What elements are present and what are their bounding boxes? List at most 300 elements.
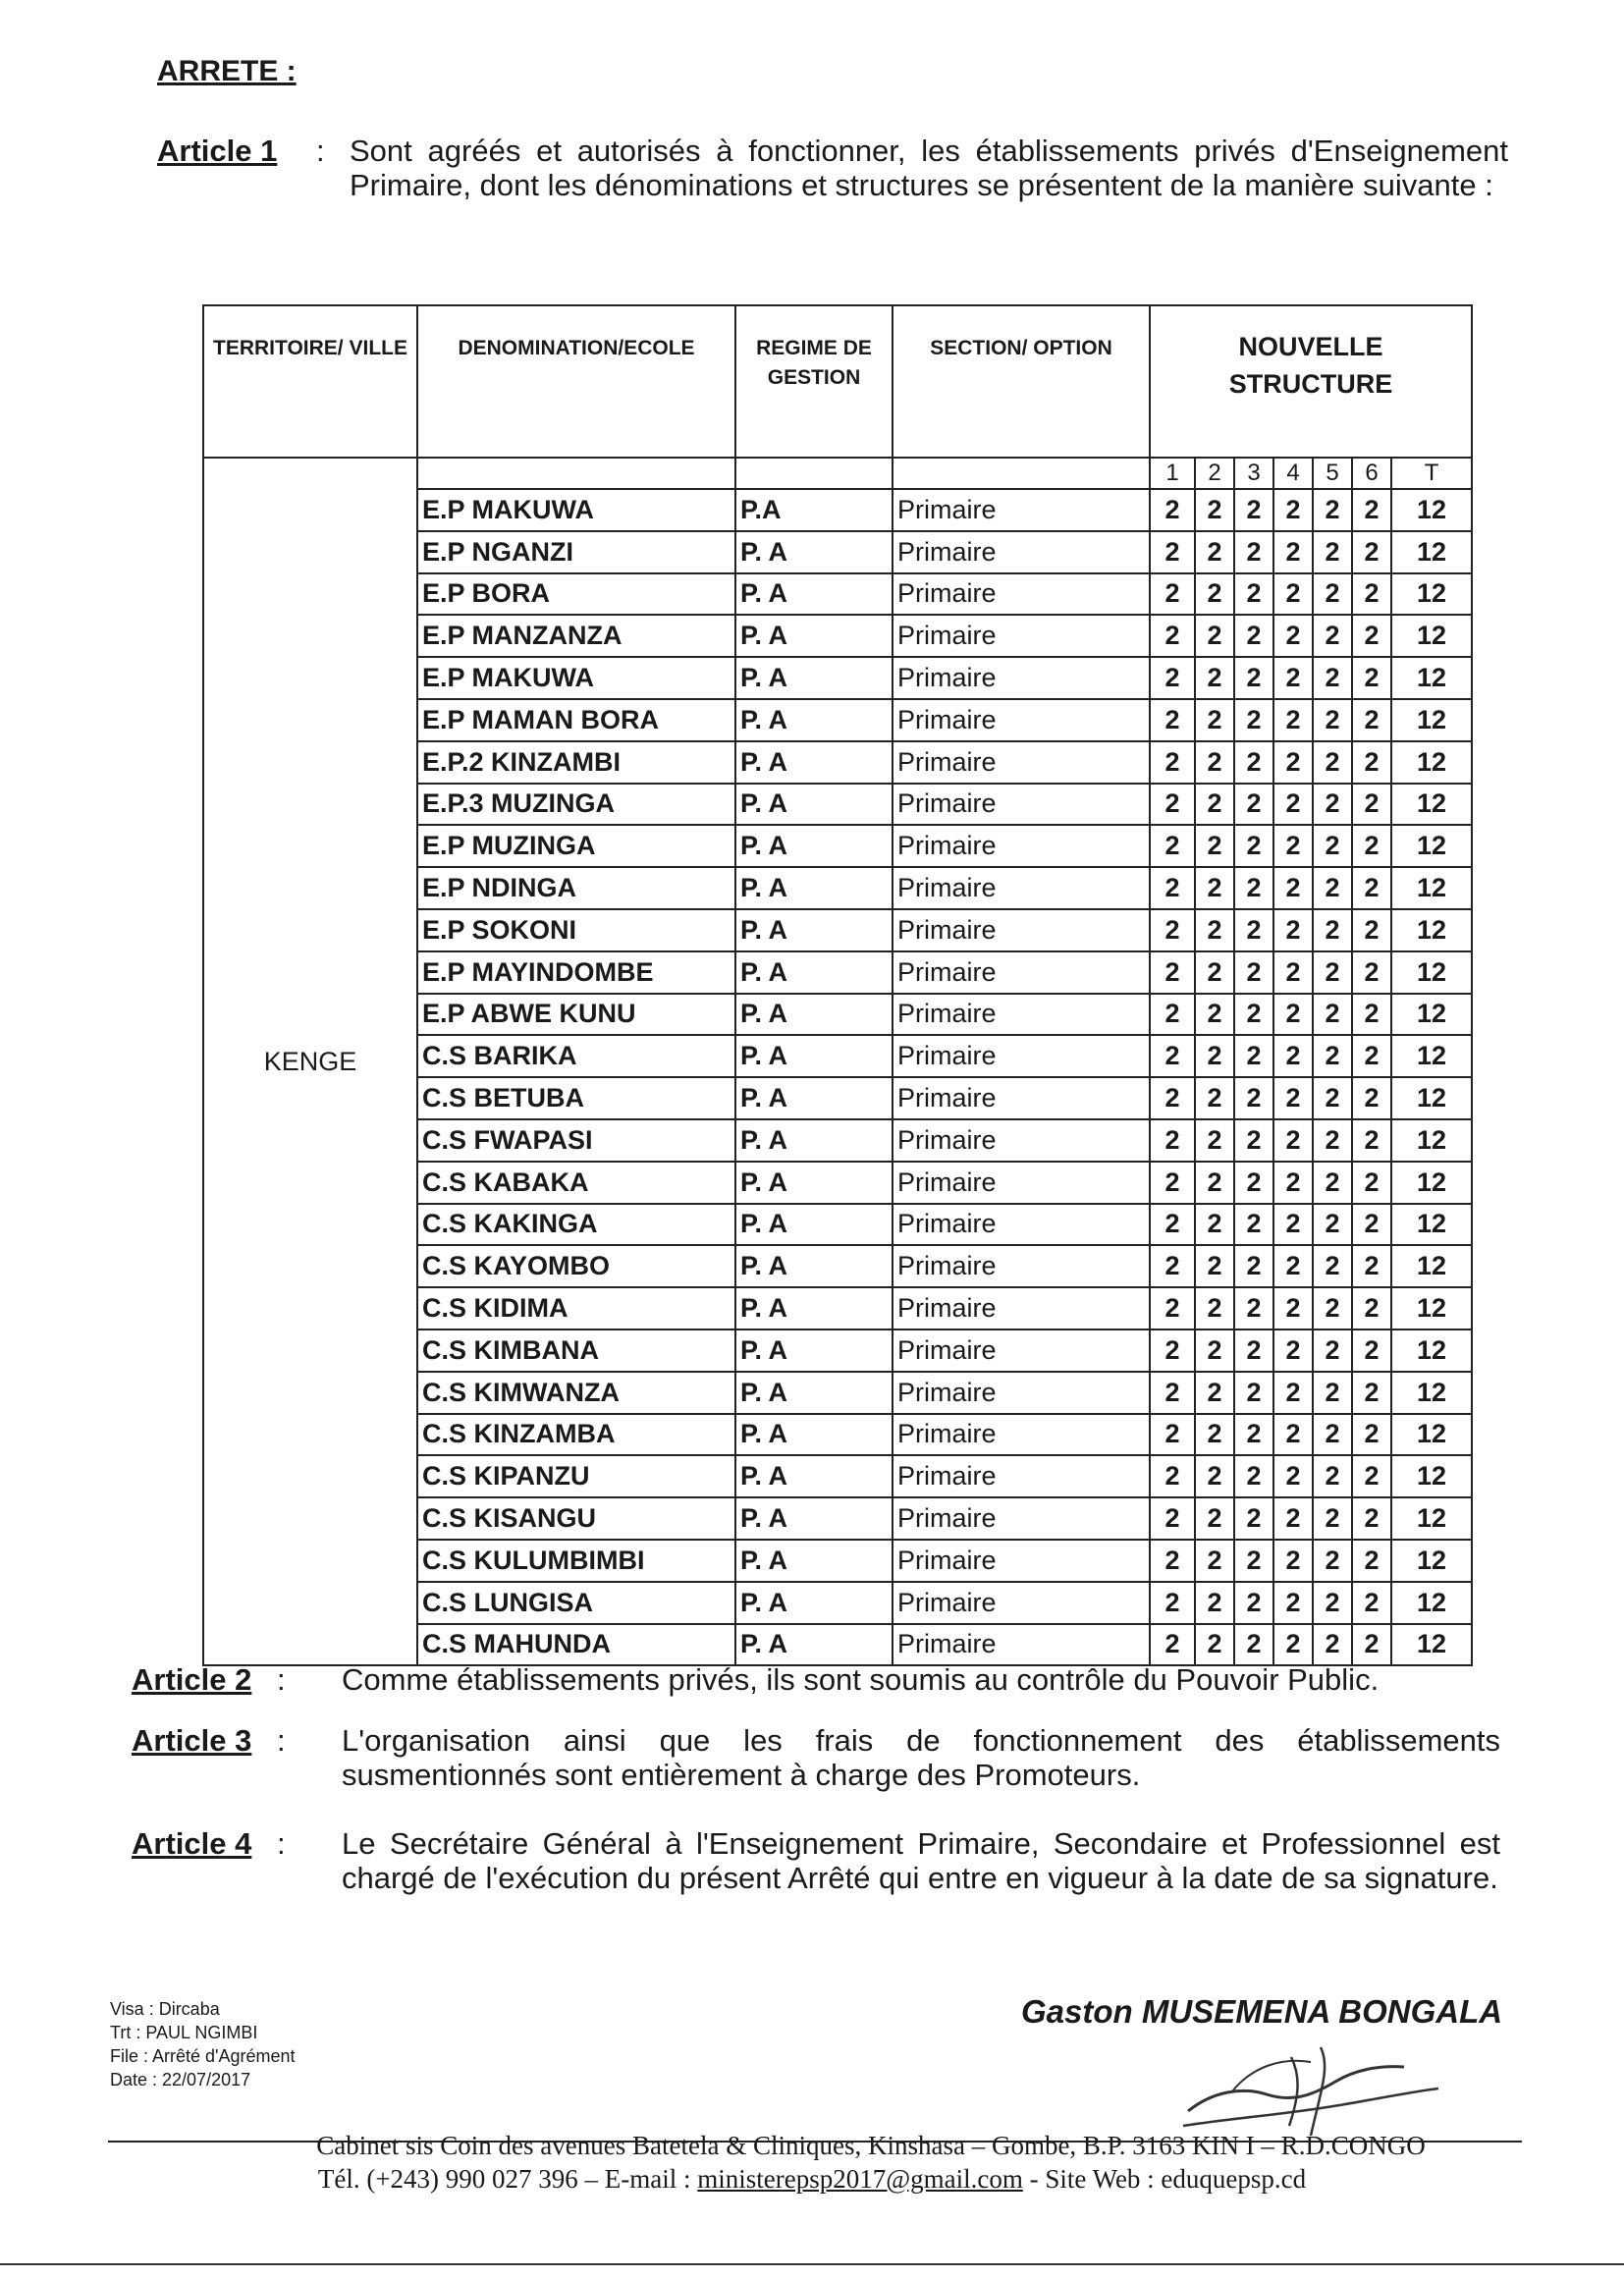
school-name-cell: C.S FWAPASI [417, 1119, 735, 1162]
total-cell: 12 [1391, 489, 1472, 531]
level-cell: 2 [1352, 1372, 1391, 1414]
section-cell: Primaire [893, 699, 1150, 741]
school-name-cell: C.S KAYOMBO [417, 1245, 735, 1287]
meta-trt: Trt : PAUL NGIMBI [110, 2023, 258, 2042]
school-name-cell: C.S MAHUNDA [417, 1624, 735, 1666]
section-cell: Primaire [893, 994, 1150, 1036]
total-cell: 12 [1391, 1204, 1472, 1246]
level-cell: 2 [1195, 994, 1234, 1036]
article-3 [132, 1723, 1506, 1802]
level-cell: 2 [1234, 489, 1273, 531]
total-cell: 12 [1391, 1162, 1472, 1204]
level-cell: 2 [1273, 1582, 1313, 1624]
level-cell: 2 [1195, 1245, 1234, 1287]
level-cell: 2 [1313, 657, 1352, 699]
level-cell: 2 [1313, 1287, 1352, 1329]
level-cell: 2 [1352, 784, 1391, 826]
footer-email-link[interactable]: ministerepsp2017@gmail.com [697, 2164, 1023, 2194]
level-cell: 2 [1234, 1582, 1273, 1624]
level-cell: 2 [1234, 657, 1273, 699]
level-cell: 2 [1273, 573, 1313, 616]
section-cell: Primaire [893, 1455, 1150, 1497]
level-header-6: 6 [1352, 458, 1391, 489]
level-cell: 2 [1234, 531, 1273, 573]
regime-cell: P. A [735, 1414, 893, 1456]
total-cell: 12 [1391, 573, 1472, 616]
level-cell: 2 [1234, 1077, 1273, 1119]
total-cell: 12 [1391, 1372, 1472, 1414]
level-cell: 2 [1273, 1077, 1313, 1119]
total-cell: 12 [1391, 741, 1472, 784]
section-cell: Primaire [893, 825, 1150, 867]
decree-heading: ARRETE : [157, 55, 297, 87]
level-cell: 2 [1150, 699, 1195, 741]
level-cell: 2 [1313, 825, 1352, 867]
level-cell: 2 [1195, 1582, 1234, 1624]
level-cell: 2 [1234, 1540, 1273, 1582]
footer-site: - Site Web : eduquepsp.cd [1029, 2164, 1307, 2194]
level-cell: 2 [1313, 867, 1352, 909]
level-cell: 2 [1234, 1204, 1273, 1246]
section-cell: Primaire [893, 951, 1150, 994]
section-cell: Primaire [893, 1035, 1150, 1077]
school-name-cell: C.S KAKINGA [417, 1204, 735, 1246]
total-cell: 12 [1391, 657, 1472, 699]
level-cell: 2 [1273, 784, 1313, 826]
section-cell: Primaire [893, 867, 1150, 909]
level-cell: 2 [1150, 615, 1195, 657]
section-cell: Primaire [893, 1287, 1150, 1329]
level-cell: 2 [1234, 1035, 1273, 1077]
regime-cell: P. A [735, 1245, 893, 1287]
level-cell: 2 [1313, 615, 1352, 657]
level-cell: 2 [1273, 489, 1313, 531]
footer-address-line: Cabinet sis Coin des avenues Batetela & Cliniques, Kinshasa – Gombe, B.P. 3163 KIN I – R.D.CONGO [316, 2131, 1426, 2160]
level-cell: 2 [1352, 489, 1391, 531]
level-cell: 2 [1234, 1414, 1273, 1456]
level-cell: 2 [1150, 867, 1195, 909]
level-cell: 2 [1273, 1329, 1313, 1372]
level-cell: 2 [1313, 1624, 1352, 1666]
article-1-colon: : [316, 134, 325, 168]
level-cell: 2 [1273, 657, 1313, 699]
level-cell: 2 [1313, 1077, 1352, 1119]
level-cell: 2 [1150, 1245, 1195, 1287]
article-4 [132, 1826, 1506, 1944]
level-header-2: 2 [1195, 458, 1234, 489]
school-name-cell: C.S BARIKA [417, 1035, 735, 1077]
level-cell: 2 [1313, 784, 1352, 826]
article-1 [157, 134, 1512, 251]
level-cell: 2 [1195, 1204, 1234, 1246]
level-cell: 2 [1273, 1540, 1313, 1582]
school-name-cell: E.P MUZINGA [417, 825, 735, 867]
level-cell: 2 [1234, 1372, 1273, 1414]
level-cell: 2 [1273, 1372, 1313, 1414]
level-cell: 2 [1195, 615, 1234, 657]
level-cell: 2 [1313, 699, 1352, 741]
school-name-cell: E.P MANZANZA [417, 615, 735, 657]
level-cell: 2 [1234, 909, 1273, 951]
regime-cell: P. A [735, 573, 893, 616]
level-cell: 2 [1352, 867, 1391, 909]
article-2 [132, 1662, 1506, 1702]
levels-header-row [203, 458, 1472, 489]
header-regime: REGIME DE GESTION [735, 305, 893, 458]
section-cell: Primaire [893, 531, 1150, 573]
total-cell: 12 [1391, 1414, 1472, 1456]
territory-cell: KENGE [203, 458, 417, 1665]
total-cell: 12 [1391, 699, 1472, 741]
school-name-cell: E.P NDINGA [417, 867, 735, 909]
article-4-colon: : [277, 1826, 286, 1861]
level-cell: 2 [1234, 741, 1273, 784]
school-name-cell: E.P.3 MUZINGA [417, 784, 735, 826]
level-cell: 2 [1273, 531, 1313, 573]
level-cell: 2 [1313, 994, 1352, 1036]
level-cell: 2 [1150, 489, 1195, 531]
level-cell: 2 [1273, 1414, 1313, 1456]
level-cell: 2 [1313, 1204, 1352, 1246]
total-cell: 12 [1391, 1624, 1472, 1666]
footer-contact-line [0, 2162, 1624, 2196]
level-cell: 2 [1195, 1497, 1234, 1540]
level-cell: 2 [1273, 825, 1313, 867]
header-structure: NOUVELLE STRUCTURE [1150, 305, 1472, 458]
document-meta [110, 1997, 296, 2091]
section-cell: Primaire [893, 1414, 1150, 1456]
section-cell: Primaire [893, 741, 1150, 784]
article-3-label: Article 3 [132, 1723, 252, 1758]
level-cell: 2 [1313, 951, 1352, 994]
school-name-cell: E.P SOKONI [417, 909, 735, 951]
school-name-cell: E.P MAYINDOMBE [417, 951, 735, 994]
regime-cell: P. A [735, 1204, 893, 1246]
regime-cell: P. A [735, 1162, 893, 1204]
level-cell: 2 [1195, 699, 1234, 741]
level-cell: 2 [1150, 531, 1195, 573]
school-name-cell: C.S KABAKA [417, 1162, 735, 1204]
total-cell: 12 [1391, 1540, 1472, 1582]
level-cell: 2 [1234, 1624, 1273, 1666]
level-cell: 2 [1273, 699, 1313, 741]
section-cell: Primaire [893, 784, 1150, 826]
level-cell: 2 [1234, 615, 1273, 657]
level-cell: 2 [1150, 657, 1195, 699]
level-cell: 2 [1313, 741, 1352, 784]
level-header-5: 5 [1313, 458, 1352, 489]
level-cell: 2 [1273, 1624, 1313, 1666]
level-header-1: 1 [1150, 458, 1195, 489]
header-spacer-school [417, 458, 735, 489]
level-cell: 2 [1150, 1162, 1195, 1204]
regime-cell: P. A [735, 1540, 893, 1582]
level-cell: 2 [1150, 1372, 1195, 1414]
section-cell: Primaire [893, 1119, 1150, 1162]
regime-cell: P.A [735, 489, 893, 531]
regime-cell: P. A [735, 951, 893, 994]
school-name-cell: C.S LUNGISA [417, 1582, 735, 1624]
total-cell: 12 [1391, 909, 1472, 951]
level-cell: 2 [1352, 615, 1391, 657]
level-cell: 2 [1234, 825, 1273, 867]
level-cell: 2 [1195, 1162, 1234, 1204]
school-name-cell: C.S KIMBANA [417, 1329, 735, 1372]
regime-cell: P. A [735, 531, 893, 573]
level-cell: 2 [1313, 1372, 1352, 1414]
level-cell: 2 [1273, 1455, 1313, 1497]
level-cell: 2 [1150, 951, 1195, 994]
total-cell: 12 [1391, 1035, 1472, 1077]
level-cell: 2 [1273, 909, 1313, 951]
level-cell: 2 [1313, 1119, 1352, 1162]
school-name-cell: E.P MAKUWA [417, 489, 735, 531]
page-bottom-line [0, 2263, 1624, 2265]
section-cell: Primaire [893, 657, 1150, 699]
total-cell: 12 [1391, 825, 1472, 867]
level-cell: 2 [1150, 1287, 1195, 1329]
level-cell: 2 [1352, 994, 1391, 1036]
level-cell: 2 [1352, 699, 1391, 741]
article-3-colon: : [277, 1723, 286, 1758]
level-cell: 2 [1352, 951, 1391, 994]
level-cell: 2 [1195, 1540, 1234, 1582]
level-cell: 2 [1273, 994, 1313, 1036]
level-cell: 2 [1150, 1329, 1195, 1372]
level-cell: 2 [1195, 1287, 1234, 1329]
regime-cell: P. A [735, 1077, 893, 1119]
level-cell: 2 [1150, 1204, 1195, 1246]
level-cell: 2 [1352, 1077, 1391, 1119]
school-name-cell: C.S KISANGU [417, 1497, 735, 1540]
level-cell: 2 [1234, 1162, 1273, 1204]
article-2-label: Article 2 [132, 1662, 252, 1697]
section-cell: Primaire [893, 909, 1150, 951]
level-cell: 2 [1352, 1540, 1391, 1582]
school-name-cell: C.S BETUBA [417, 1077, 735, 1119]
level-cell: 2 [1195, 825, 1234, 867]
school-name-cell: C.S KIDIMA [417, 1287, 735, 1329]
level-cell: 2 [1352, 1035, 1391, 1077]
level-header-4: 4 [1273, 458, 1313, 489]
level-cell: 2 [1273, 1497, 1313, 1540]
level-cell: 2 [1234, 1455, 1273, 1497]
level-cell: 2 [1352, 909, 1391, 951]
level-cell: 2 [1313, 1540, 1352, 1582]
level-cell: 2 [1352, 1497, 1391, 1540]
level-cell: 2 [1313, 1162, 1352, 1204]
total-cell: 12 [1391, 1329, 1472, 1372]
level-cell: 2 [1313, 1455, 1352, 1497]
level-cell: 2 [1195, 1624, 1234, 1666]
level-cell: 2 [1150, 784, 1195, 826]
total-cell: 12 [1391, 1245, 1472, 1287]
level-cell: 2 [1195, 1077, 1234, 1119]
school-name-cell: E.P MAKUWA [417, 657, 735, 699]
article-4-text: Le Secrétaire Général à l'Enseignement Primaire, Secondaire et Professionnel est chargé de l'exécution du présent Arrêté qui entre en vigueur à la date de sa signature. [342, 1826, 1500, 1895]
level-header-3: 3 [1234, 458, 1273, 489]
header-spacer-section [893, 458, 1150, 489]
total-cell: 12 [1391, 1497, 1472, 1540]
total-cell: 12 [1391, 784, 1472, 826]
school-name-cell: C.S KIPANZU [417, 1455, 735, 1497]
level-cell: 2 [1195, 657, 1234, 699]
level-cell: 2 [1313, 1497, 1352, 1540]
level-cell: 2 [1195, 867, 1234, 909]
header-section: SECTION/ OPTION [893, 305, 1150, 458]
level-cell: 2 [1273, 1287, 1313, 1329]
level-cell: 2 [1150, 1624, 1195, 1666]
regime-cell: P. A [735, 1624, 893, 1666]
level-cell: 2 [1352, 573, 1391, 616]
regime-cell: P. A [735, 994, 893, 1036]
level-cell: 2 [1352, 1414, 1391, 1456]
level-cell: 2 [1195, 1455, 1234, 1497]
regime-cell: P. A [735, 1582, 893, 1624]
level-cell: 2 [1195, 951, 1234, 994]
article-4-label: Article 4 [132, 1826, 252, 1861]
regime-cell: P. A [735, 867, 893, 909]
section-cell: Primaire [893, 1162, 1150, 1204]
regime-cell: P. A [735, 657, 893, 699]
level-cell: 2 [1234, 1245, 1273, 1287]
level-cell: 2 [1234, 784, 1273, 826]
section-cell: Primaire [893, 1329, 1150, 1372]
level-cell: 2 [1150, 1119, 1195, 1162]
regime-cell: P. A [735, 741, 893, 784]
level-cell: 2 [1150, 1582, 1195, 1624]
level-cell: 2 [1273, 951, 1313, 994]
regime-cell: P. A [735, 909, 893, 951]
school-name-cell: C.S KIMWANZA [417, 1372, 735, 1414]
level-cell: 2 [1234, 1497, 1273, 1540]
level-cell: 2 [1313, 1035, 1352, 1077]
school-name-cell: E.P NGANZI [417, 531, 735, 573]
regime-cell: P. A [735, 1119, 893, 1162]
regime-cell: P. A [735, 1497, 893, 1540]
level-cell: 2 [1273, 615, 1313, 657]
level-cell: 2 [1150, 573, 1195, 616]
level-cell: 2 [1150, 1540, 1195, 1582]
level-cell: 2 [1195, 1372, 1234, 1414]
regime-cell: P. A [735, 1035, 893, 1077]
header-school: DENOMINATION/ECOLE [417, 305, 735, 458]
level-cell: 2 [1352, 1329, 1391, 1372]
article-1-label: Article 1 [157, 134, 278, 168]
total-cell: 12 [1391, 1119, 1472, 1162]
level-cell: 2 [1273, 1035, 1313, 1077]
level-cell: 2 [1313, 531, 1352, 573]
level-cell: 2 [1234, 699, 1273, 741]
level-cell: 2 [1352, 1455, 1391, 1497]
level-cell: 2 [1195, 909, 1234, 951]
header-spacer-regime [735, 458, 893, 489]
total-cell: 12 [1391, 1077, 1472, 1119]
total-cell: 12 [1391, 1455, 1472, 1497]
footer-address [0, 2129, 1624, 2196]
level-cell: 2 [1352, 1582, 1391, 1624]
level-cell: 2 [1352, 531, 1391, 573]
level-cell: 2 [1150, 1035, 1195, 1077]
section-cell: Primaire [893, 1582, 1150, 1624]
school-name-cell: E.P.2 KINZAMBI [417, 741, 735, 784]
article-3-text: L'organisation ainsi que les frais de fonctionnement des établissements susmentionnés sont entièrement à charge des Promoteurs. [342, 1723, 1500, 1792]
section-cell: Primaire [893, 1624, 1150, 1666]
meta-file: File : Arrêté d'Agrément [110, 2046, 296, 2066]
school-name-cell: E.P MAMAN BORA [417, 699, 735, 741]
regime-cell: P. A [735, 1455, 893, 1497]
level-cell: 2 [1150, 1414, 1195, 1456]
level-cell: 2 [1273, 1204, 1313, 1246]
level-cell: 2 [1234, 1329, 1273, 1372]
section-cell: Primaire [893, 573, 1150, 616]
section-cell: Primaire [893, 1077, 1150, 1119]
total-cell: 12 [1391, 994, 1472, 1036]
level-cell: 2 [1150, 1497, 1195, 1540]
level-cell: 2 [1313, 489, 1352, 531]
level-cell: 2 [1195, 1414, 1234, 1456]
regime-cell: P. A [735, 784, 893, 826]
level-header-T: T [1391, 458, 1472, 489]
level-cell: 2 [1273, 867, 1313, 909]
total-cell: 12 [1391, 1287, 1472, 1329]
article-2-colon: : [277, 1662, 286, 1697]
meta-visa: Visa : Dircaba [110, 1999, 220, 2019]
total-cell: 12 [1391, 615, 1472, 657]
meta-date: Date : 22/07/2017 [110, 2070, 251, 2089]
level-cell: 2 [1313, 1582, 1352, 1624]
level-cell: 2 [1195, 489, 1234, 531]
section-cell: Primaire [893, 1497, 1150, 1540]
level-cell: 2 [1313, 1329, 1352, 1372]
level-cell: 2 [1195, 784, 1234, 826]
level-cell: 2 [1313, 1414, 1352, 1456]
level-cell: 2 [1234, 951, 1273, 994]
level-cell: 2 [1195, 1035, 1234, 1077]
level-cell: 2 [1352, 1624, 1391, 1666]
section-cell: Primaire [893, 1245, 1150, 1287]
school-name-cell: C.S KULUMBIMBI [417, 1540, 735, 1582]
footer-tel: Tél. (+243) 990 027 396 – E-mail : [317, 2164, 691, 2194]
level-cell: 2 [1234, 573, 1273, 616]
section-cell: Primaire [893, 1372, 1150, 1414]
schools-table [202, 304, 1473, 1666]
total-cell: 12 [1391, 531, 1472, 573]
level-cell: 2 [1273, 1162, 1313, 1204]
total-cell: 12 [1391, 1582, 1472, 1624]
level-cell: 2 [1273, 1245, 1313, 1287]
regime-cell: P. A [735, 825, 893, 867]
regime-cell: P. A [735, 1372, 893, 1414]
level-cell: 2 [1150, 994, 1195, 1036]
school-name-cell: C.S KINZAMBA [417, 1414, 735, 1456]
level-cell: 2 [1352, 1287, 1391, 1329]
level-cell: 2 [1313, 573, 1352, 616]
level-cell: 2 [1352, 741, 1391, 784]
level-cell: 2 [1234, 1119, 1273, 1162]
level-cell: 2 [1150, 741, 1195, 784]
level-cell: 2 [1352, 1162, 1391, 1204]
school-name-cell: E.P BORA [417, 573, 735, 616]
total-cell: 12 [1391, 867, 1472, 909]
signatory-name: Gaston MUSEMENA BONGALA [1021, 1993, 1503, 2030]
article-1-text: Sont agréés et autorisés à fonctionner, les établissements privés d'Enseignement Primaire, dont les dénominations et structures se présentent de la manière suivante : [350, 134, 1508, 202]
level-cell: 2 [1150, 825, 1195, 867]
regime-cell: P. A [735, 699, 893, 741]
level-cell: 2 [1313, 909, 1352, 951]
level-cell: 2 [1313, 1245, 1352, 1287]
regime-cell: P. A [735, 1287, 893, 1329]
